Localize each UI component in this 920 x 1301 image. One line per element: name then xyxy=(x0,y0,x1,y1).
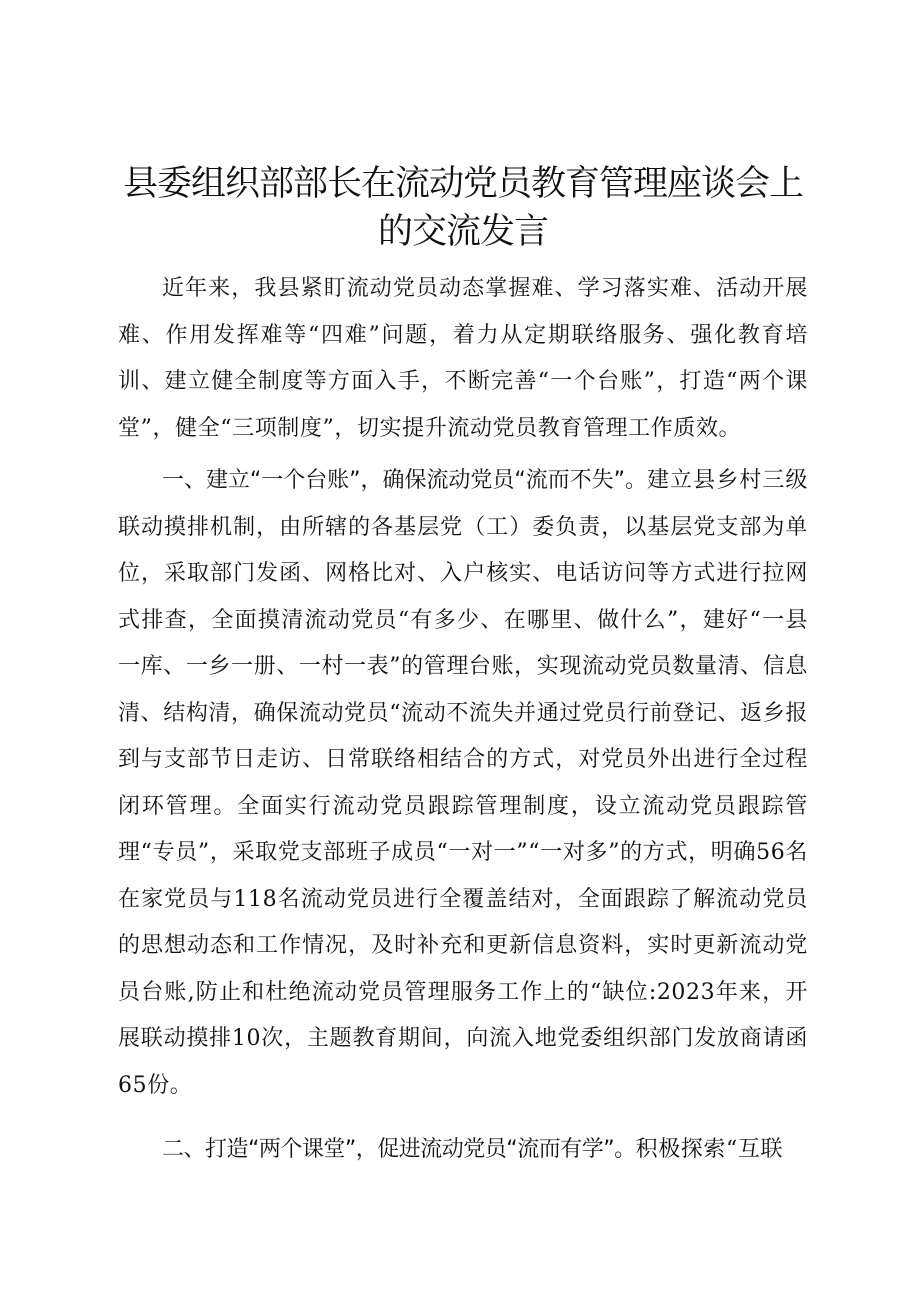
document-title xyxy=(118,160,808,256)
section-2-body: 积极探索“互联 xyxy=(635,1137,784,1162)
section-1-heading: 一、建立“一个台账”，确保流动党员“流而不失”。 xyxy=(162,468,647,493)
intro-paragraph: 近年来，我县紧盯流动党员动态掌握难、学习落实难、活动开展难、作用发挥难等“四难”问题，着力从定期联络服务、强化教育培训、建立健全制度等方面入手，不断完善“一个台账”，打造“两个课堂”，健全“三项制度”，切实提升流动党员教育管理工作质效。 xyxy=(118,276,808,441)
section-2-paragraph xyxy=(118,1127,808,1174)
title-line-2: 的交流发言 xyxy=(377,212,548,252)
title-line-1: 县委组织部部长在流动党员教育管理座谈会上 xyxy=(122,164,803,204)
section-2-heading: 二、打造“两个课堂”，促进流动党员“流而有学”。 xyxy=(162,1137,636,1162)
section-1-paragraph xyxy=(118,458,808,1109)
section-1-body: 建立县乡村三级联动摸排机制，由所辖的各基层党（工）委负责，以基层党支部为单位，采取部门发函、网格比对、入户核实、电话访问等方式进行拉网式排查，全面摸清流动党员“有多少、在哪里、做什么”，建好“一县一库、一乡一册、一村一表”的管理台账，实现流动党员数量清、信息清、结构清，确保流动党员“流动不流失并通过党员行前登记、返乡报到与支部节日走访、日常联络相结合的方式，对党员外出进行全过程闭环管理。全面实行流动党员跟踪管理制度，设立流动党员跟踪管理“专员”，采取党支部班子成员“一对一”“一对多”的方式，明确56名在家党员与118名流动党员进行全覆盖结对，全面跟踪了解流动党员的思想动态和工作情况，及时补充和更新信息资料，实时更新流动党员台账,防止和杜绝流动党员管理服务工作上的“缺位:2023年来，开展联动摸排10次，主题教育期间，向流入地党委组织部门发放商请函65份。 xyxy=(118,468,809,1098)
